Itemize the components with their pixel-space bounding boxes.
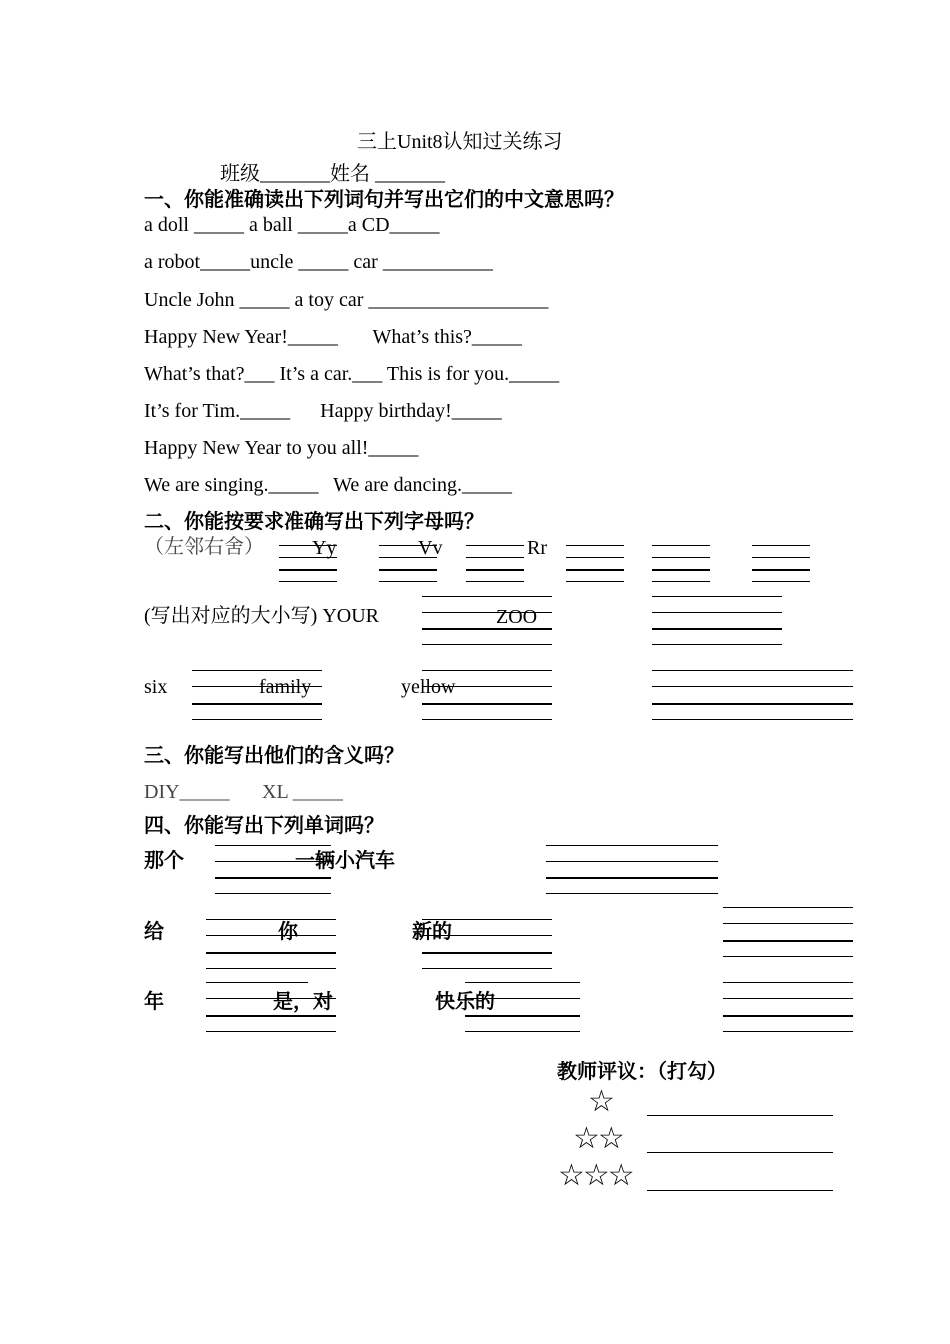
word-family: family [259,676,312,698]
evaluation-line-3[interactable] [647,1190,833,1191]
evaluation-label: 教师评议：（打勾） [557,1061,727,1083]
section4-heading: 四、你能写出下列单词吗？ [144,815,384,837]
letter-yy: Yy [312,537,337,559]
word-kuailede: 快乐的 [435,991,495,1013]
item-xl: XL _____ [262,781,343,803]
section1-line-3: Uncle John _____ a toy car __________________ [144,289,549,311]
case-label: (写出对应的大小写) YOUR [144,605,379,627]
section1-line-5: What’s that?___ It’s a car.___ This is for you._____ [144,363,560,385]
section1-line-2: a robot_____uncle _____ car ___________ [144,251,493,273]
word-ni: 你 [278,921,298,943]
word-six: six [144,676,168,698]
evaluation-line-1[interactable] [647,1115,833,1116]
neighbor-label: （左邻右舍） [144,536,264,558]
class-name-line: 班级_______姓名 _______ [220,163,445,185]
word-nage: 那个 [144,850,184,872]
word-gei: 给 [144,921,164,943]
word-yiliang-xiaoqiche: 一辆小汽车 [295,850,395,872]
case-word-zoo: ZOO [496,606,538,628]
section2-heading: 二、你能按要求准确写出下列字母吗？ [144,511,484,533]
section3-heading: 三、你能写出他们的含义吗？ [144,745,404,767]
evaluation-line-2[interactable] [647,1152,833,1153]
section1-line-6: It’s for Tim._____ Happy birthday!_____ [144,400,502,422]
letter-vv: Vv [418,537,443,559]
star-three-icon: ☆☆☆ [558,1158,633,1193]
section1-line-8: We are singing._____ We are dancing._____ [144,474,512,496]
star-one-icon: ☆ [588,1084,613,1119]
section1-line-4: Happy New Year!_____ What’s this?_____ [144,326,522,348]
section1-heading: 一、你能准确读出下列词句并写出它们的中文意思吗？ [144,189,624,211]
section1-line-7: Happy New Year to you all!_____ [144,437,419,459]
word-yellow: yellow [401,676,456,698]
word-xinde: 新的 [412,921,452,943]
page-title: 三上Unit8认知过关练习 [357,131,563,153]
item-diy: DIY_____ [144,781,230,803]
letter-rr: Rr [527,537,547,559]
word-shi-dui: 是，对 [273,991,333,1013]
section1-line-1: a doll _____ a ball _____a CD_____ [144,214,440,236]
star-two-icon: ☆☆ [573,1121,623,1156]
word-nian: 年 [144,991,164,1013]
